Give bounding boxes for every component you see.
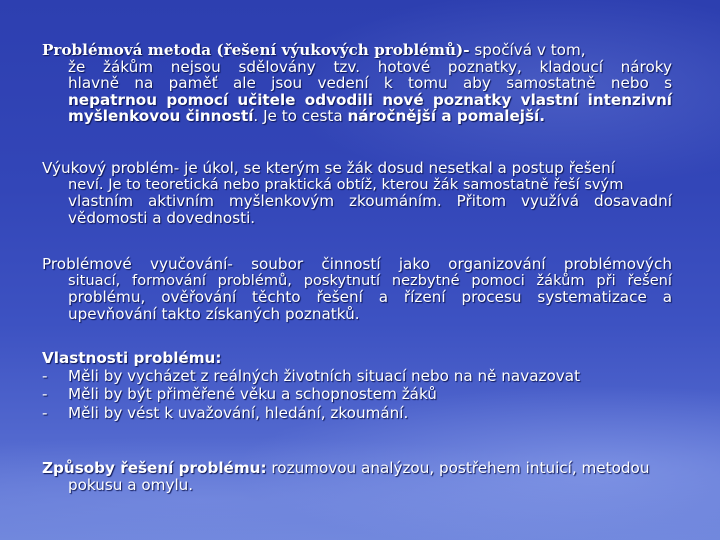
line: nepatrnou pomocí učitele odvodili nové poznatky vlastní intenzivní bbox=[68, 90, 672, 109]
line: vědomosti a dovednosti. bbox=[68, 208, 256, 227]
term-problem-method: Problémová metoda (řešení výukových problémů)- bbox=[42, 41, 470, 59]
line bbox=[42, 256, 672, 273]
text: spočívá v tom, bbox=[469, 41, 586, 59]
paragraph-problem-method bbox=[42, 42, 672, 125]
line bbox=[42, 460, 672, 477]
line: situací, formování problémů, poskytnutí nezbytné pomoci žákům při řešení bbox=[68, 271, 672, 289]
text-bold: myšlenkovou činností bbox=[68, 107, 254, 126]
paragraph-teaching-problem bbox=[42, 160, 672, 226]
text: je úkol, se kterým se žák dosud nesetkal a postup řešení bbox=[179, 159, 615, 177]
line: neví. Je to teoretická nebo praktická obtíž, kterou žák samostatně řeší svým bbox=[68, 175, 624, 193]
list-item-text: Měli by vycházet z reálných životních situací nebo na ně navazovat bbox=[68, 367, 581, 386]
properties-heading: Vlastnosti problému: bbox=[42, 349, 222, 367]
paragraph-problem-teaching bbox=[42, 256, 672, 322]
list-item bbox=[42, 367, 672, 385]
text: rozumovou analýzou, postřehem intuicí, metodou bbox=[266, 459, 650, 477]
line: pokusu a omylu. bbox=[68, 475, 194, 494]
line: upevňování takto získaných poznatků. bbox=[68, 304, 360, 323]
paragraph-problem-properties bbox=[42, 349, 672, 422]
line: že žákům nejsou sdělovány tzv. hotové poznatky, kladoucí nároky bbox=[68, 57, 672, 76]
list-item-text: Měli by být přiměřené věku a schopnostem žáků bbox=[68, 385, 437, 404]
line bbox=[42, 108, 672, 125]
list-item-text: Měli by vést k uvažování, hledání, zkoumání. bbox=[68, 403, 409, 422]
list-item bbox=[42, 385, 672, 403]
line: hlavně na paměť ale jsou vedení k tomu aby samostatně nebo s bbox=[68, 74, 672, 93]
line bbox=[42, 160, 672, 177]
text-bold: náročnější a pomalejší. bbox=[347, 107, 545, 126]
bullet-dash: - bbox=[42, 385, 48, 404]
text: soubor činností jako organizování problémových bbox=[232, 255, 672, 273]
line bbox=[42, 42, 672, 59]
list-item bbox=[42, 404, 672, 422]
term-solution-methods: Způsoby řešení problému: bbox=[42, 459, 267, 477]
paragraph-solution-methods bbox=[42, 460, 672, 493]
line: problému, ověřování těchto řešení a řízení procesu systematizace a bbox=[68, 288, 672, 307]
line: vlastním aktivním myšlenkovým zkoumáním. Přitom využívá dosavadní bbox=[68, 192, 672, 211]
bullet-dash: - bbox=[42, 403, 48, 422]
text: . Je to cesta bbox=[253, 107, 348, 126]
term-teaching-problem: Výukový problém- bbox=[42, 159, 180, 177]
bullet-dash: - bbox=[42, 367, 48, 386]
term-problem-teaching: Problémové vyučování- bbox=[42, 255, 233, 273]
